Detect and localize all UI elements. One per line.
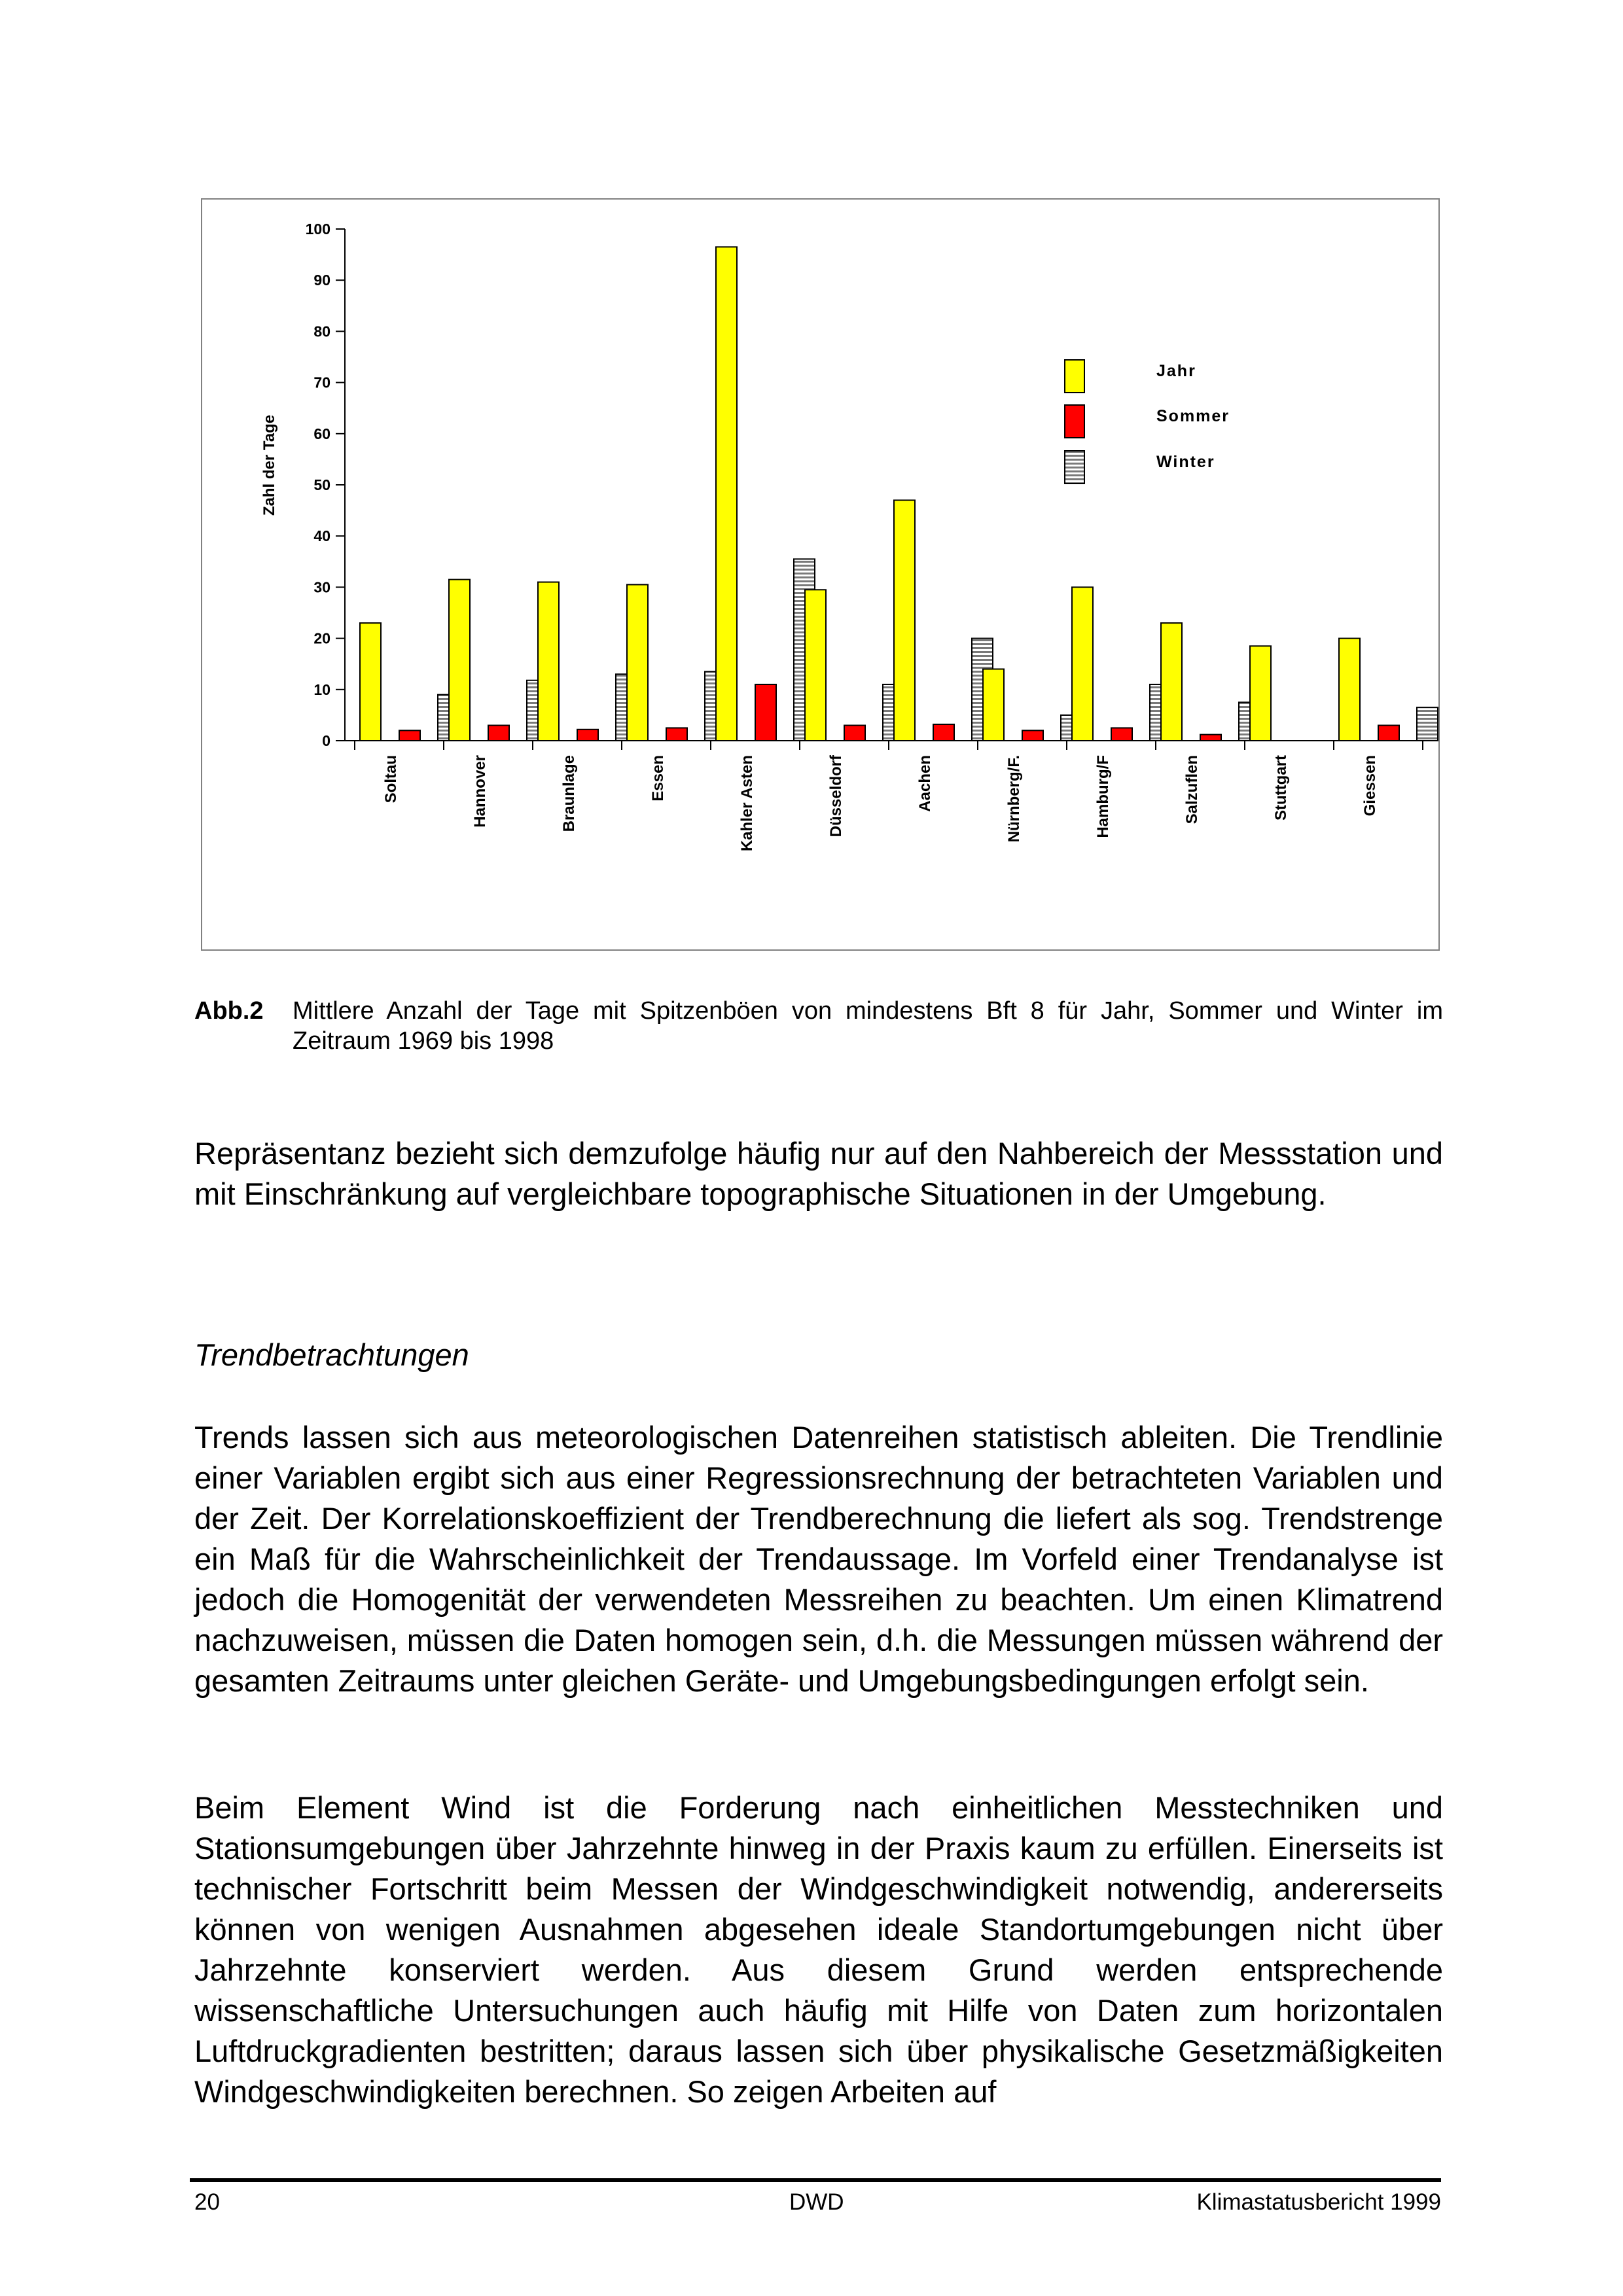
y-tick-label: 10 [313, 680, 330, 698]
y-tick-label: 60 [313, 425, 330, 442]
y-tick-label: 20 [313, 629, 330, 647]
x-tick-label: Aachen [916, 755, 934, 812]
bar-sommer [933, 724, 954, 741]
bar-sommer [844, 726, 865, 741]
x-tick-label: Giessen [1361, 755, 1379, 817]
x-tick-label: Hamburg/F [1094, 755, 1112, 838]
legend-label-jahr: Jahr [1156, 362, 1196, 380]
bar-sommer [1022, 730, 1043, 741]
footer-right: Klimastatusbericht 1999 [1196, 2189, 1441, 2215]
bar-jahr [538, 582, 559, 741]
bar-jahr [1250, 646, 1271, 741]
y-tick-label: 100 [305, 221, 330, 238]
legend-swatch-jahr [1065, 360, 1084, 393]
chart-frame [201, 198, 1440, 951]
caption-label: Abb.2 [194, 997, 264, 1025]
y-tick-label: 50 [313, 476, 330, 493]
section-heading: Trendbetrachtungen [194, 1337, 469, 1372]
caption-text: Mittlere Anzahl der Tage mit Spitzenböen von mindestens Bft 8 für Jahr, Sommer und Winter im Zeitraum 1969 bis 1998 [293, 997, 1443, 1055]
bar-sommer [755, 684, 776, 741]
bar-jahr [449, 580, 470, 741]
bar-winter [1417, 707, 1438, 741]
bar-jahr [716, 247, 737, 741]
x-tick-label: Essen [649, 755, 667, 802]
paragraph-2: Trends lassen sich aus meteorologischen Datenreihen statistisch ableiten. Die Trendlinie einer Variablen ergibt sich aus einer Regressionsrechnung der betrachteten Variablen und der Zeit. Der Korrelationskoeffizient der Trendberechnung die liefert als sog. Trendstrenge ein Maß für die Wahrscheinlichkeit der Trendaussage. Im Vorfeld einer Trendanalyse ist jedoch die Homogenität der verwendeten Messreihen zu beachten. Um einen Klimatrend nachzuweisen, müssen die Daten homogen sein, d.h. die Messungen müssen während der gesamten Zeitraums unter gleichen Geräte- und Umgebungsbedingungen erfolgt sein. [194, 1420, 1443, 1698]
bar-jahr [1072, 587, 1093, 741]
bar-sommer [577, 730, 598, 741]
x-tick-label: Düsseldorf [827, 755, 845, 838]
x-tick-label: Soltau [382, 755, 400, 804]
y-tick-label: 90 [313, 272, 330, 289]
bar-jahr [627, 584, 648, 741]
legend-label-winter: Winter [1156, 453, 1215, 471]
y-tick-label: 30 [313, 578, 330, 596]
bar-sommer [399, 730, 420, 741]
bar-jahr [894, 500, 915, 741]
bar-jahr [1161, 623, 1182, 741]
bar-sommer [1378, 726, 1399, 741]
x-tick-label: Salzuflen [1183, 755, 1201, 824]
paragraph-3: Beim Element Wind ist die Forderung nach einheitlichen Messtechniken und Stationsumgebungen über Jahrzehnte hinweg in der Praxis kaum zu erfüllen. Einerseits ist technischer Fortschritt beim Messen der Windgeschwindigkeit notwendig, andererseits können von wenigen Ausnahmen abgesehen ideale Standortumgebungen nicht über Jahrzehnte konserviert werden. Aus diesem Grund werden entsprechende wissenschaftliche Untersuchungen auch häufig mit Hilfe von Daten zum horizontalen Luftdruckgradienten bestritten; daraus lassen sich über physikalische Gesetzmäßigkeiten Windgeschwindigkeiten berechnen. So zeigen Arbeiten auf [194, 1790, 1443, 2109]
footer-center: DWD [789, 2189, 844, 2215]
x-tick-label: Stuttgart [1272, 755, 1290, 821]
bar-jahr [1339, 639, 1360, 741]
legend-swatch-sommer [1065, 405, 1084, 438]
bar-jahr [805, 590, 826, 741]
page-number: 20 [194, 2189, 220, 2215]
bar-sommer [666, 728, 687, 741]
bar-jahr [360, 623, 381, 741]
bar-jahr [983, 669, 1004, 741]
y-tick-label: 40 [313, 527, 330, 545]
bar-sommer [1111, 728, 1132, 741]
bar-sommer [1200, 735, 1221, 741]
legend-swatch-winter [1065, 451, 1084, 484]
footer-rule [190, 2178, 1441, 2182]
x-tick-label: Nürnberg/F. [1005, 755, 1023, 843]
legend-label-sommer: Sommer [1156, 407, 1230, 425]
x-tick-label: Hannover [471, 755, 489, 828]
bar-sommer [488, 726, 509, 741]
y-tick-label: 70 [313, 374, 330, 391]
y-tick-label: 80 [313, 323, 330, 340]
paragraph-1: Repräsentanz bezieht sich demzufolge häufig nur auf den Nahbereich der Messstation und mit Einschränkung auf vergleichbare topographische Situationen in der Umgebung. [194, 1136, 1443, 1211]
bar-chart [202, 200, 1438, 949]
x-tick-label: Braunlage [560, 755, 578, 832]
y-tick-label: 0 [322, 732, 330, 749]
x-tick-label: Kahler Asten [738, 755, 756, 852]
y-axis-label: Zahl der Tage [260, 414, 278, 516]
